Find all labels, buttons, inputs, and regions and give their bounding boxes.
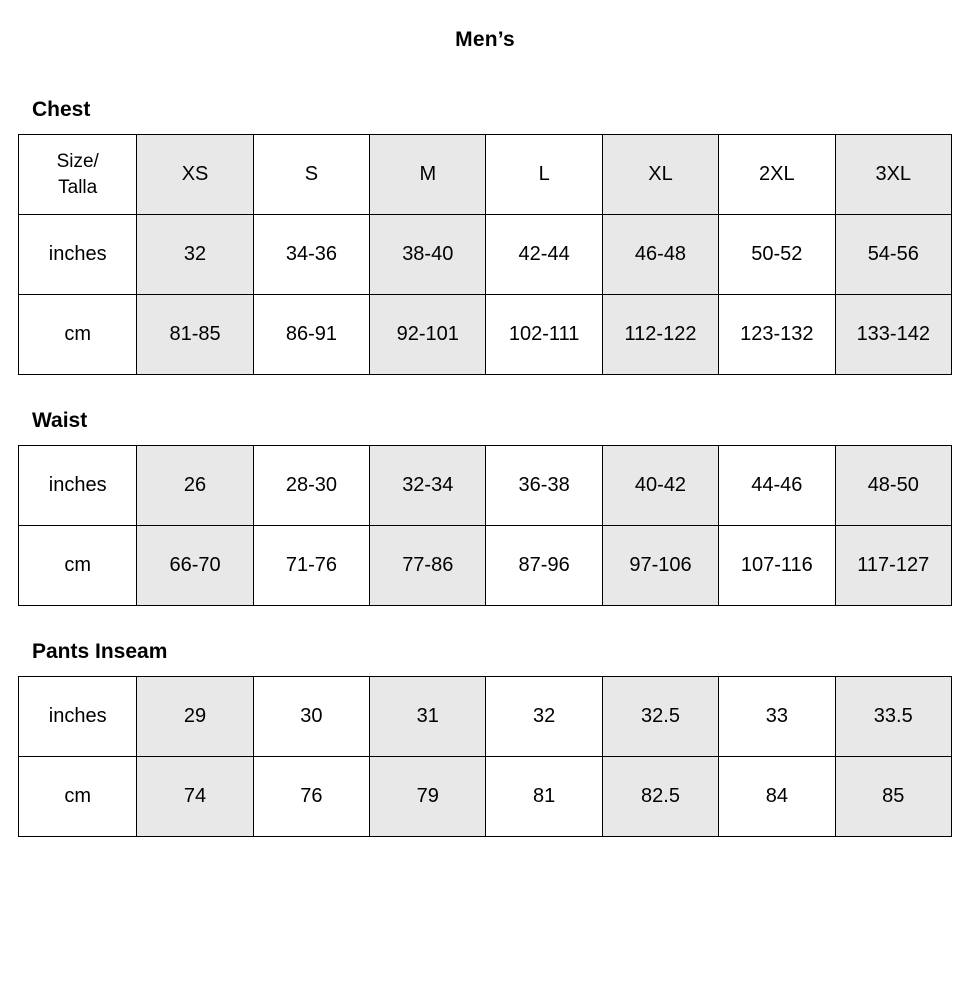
cell-chest-inches-s: 34-36 [253, 215, 369, 295]
header-size-talla [19, 135, 137, 215]
cell-waist-inches-xs: 26 [137, 446, 253, 526]
cell-chest-inches-m: 38-40 [370, 215, 486, 295]
header-size-s: S [253, 135, 369, 215]
table-row [19, 215, 952, 295]
cell-inseam-inches-xs: 29 [137, 677, 253, 757]
section-waist [12, 409, 958, 606]
cell-chest-cm-2xl: 123-132 [719, 295, 835, 375]
page-title: Men’s [455, 28, 515, 51]
row-label-inches: inches [19, 677, 137, 757]
cell-inseam-inches-s: 30 [253, 677, 369, 757]
row-label-cm: cm [19, 757, 137, 837]
table-row [19, 757, 952, 837]
cell-waist-inches-3xl: 48-50 [835, 446, 951, 526]
header-size-3xl: 3XL [835, 135, 951, 215]
header-size-line1: Size/ [56, 150, 99, 172]
cell-inseam-inches-l: 32 [486, 677, 602, 757]
cell-waist-inches-xl: 40-42 [602, 446, 718, 526]
row-label-inches: inches [19, 446, 137, 526]
cell-waist-cm-xs: 66-70 [137, 526, 253, 606]
cell-waist-inches-m: 32-34 [370, 446, 486, 526]
row-label-inches: inches [19, 215, 137, 295]
cell-inseam-cm-3xl: 85 [835, 757, 951, 837]
cell-waist-cm-m: 77-86 [370, 526, 486, 606]
cell-inseam-inches-3xl: 33.5 [835, 677, 951, 757]
header-size-xs: XS [137, 135, 253, 215]
cell-inseam-cm-xs: 74 [137, 757, 253, 837]
section-title-pants-inseam: Pants Inseam [32, 640, 168, 663]
section-title-waist: Waist [32, 409, 88, 432]
cell-inseam-cm-l: 81 [486, 757, 602, 837]
cell-chest-inches-xs: 32 [137, 215, 253, 295]
waist-size-table [18, 445, 952, 606]
cell-inseam-cm-m: 79 [370, 757, 486, 837]
chest-size-table [18, 134, 952, 375]
header-size-2xl: 2XL [719, 135, 835, 215]
cell-chest-cm-l: 102-111 [486, 295, 602, 375]
table-row [19, 446, 952, 526]
cell-inseam-inches-2xl: 33 [719, 677, 835, 757]
table-row [19, 526, 952, 606]
cell-waist-inches-l: 36-38 [486, 446, 602, 526]
section-chest [12, 98, 958, 375]
cell-chest-inches-xl: 46-48 [602, 215, 718, 295]
cell-waist-cm-s: 71-76 [253, 526, 369, 606]
header-size-l: L [486, 135, 602, 215]
table-row [19, 677, 952, 757]
cell-waist-inches-s: 28-30 [253, 446, 369, 526]
cell-chest-inches-3xl: 54-56 [835, 215, 951, 295]
cell-chest-cm-3xl: 133-142 [835, 295, 951, 375]
cell-inseam-cm-xl: 82.5 [602, 757, 718, 837]
table-header-row [19, 135, 952, 215]
cell-inseam-cm-2xl: 84 [719, 757, 835, 837]
section-title-chest: Chest [32, 98, 91, 121]
cell-chest-cm-s: 86-91 [253, 295, 369, 375]
table-row [19, 295, 952, 375]
cell-waist-cm-2xl: 107-116 [719, 526, 835, 606]
header-size-m: M [370, 135, 486, 215]
cell-inseam-inches-m: 31 [370, 677, 486, 757]
cell-chest-cm-xl: 112-122 [602, 295, 718, 375]
section-pants-inseam [12, 640, 958, 837]
pants-inseam-size-table [18, 676, 952, 837]
row-label-cm: cm [19, 526, 137, 606]
cell-chest-cm-m: 92-101 [370, 295, 486, 375]
cell-waist-inches-2xl: 44-46 [719, 446, 835, 526]
cell-inseam-cm-s: 76 [253, 757, 369, 837]
cell-chest-inches-2xl: 50-52 [719, 215, 835, 295]
cell-waist-cm-3xl: 117-127 [835, 526, 951, 606]
cell-chest-inches-l: 42-44 [486, 215, 602, 295]
cell-waist-cm-xl: 97-106 [602, 526, 718, 606]
cell-waist-cm-l: 87-96 [486, 526, 602, 606]
cell-chest-cm-xs: 81-85 [137, 295, 253, 375]
cell-inseam-inches-xl: 32.5 [602, 677, 718, 757]
row-label-cm: cm [19, 295, 137, 375]
header-size-line2: Talla [58, 176, 98, 198]
header-size-xl: XL [602, 135, 718, 215]
